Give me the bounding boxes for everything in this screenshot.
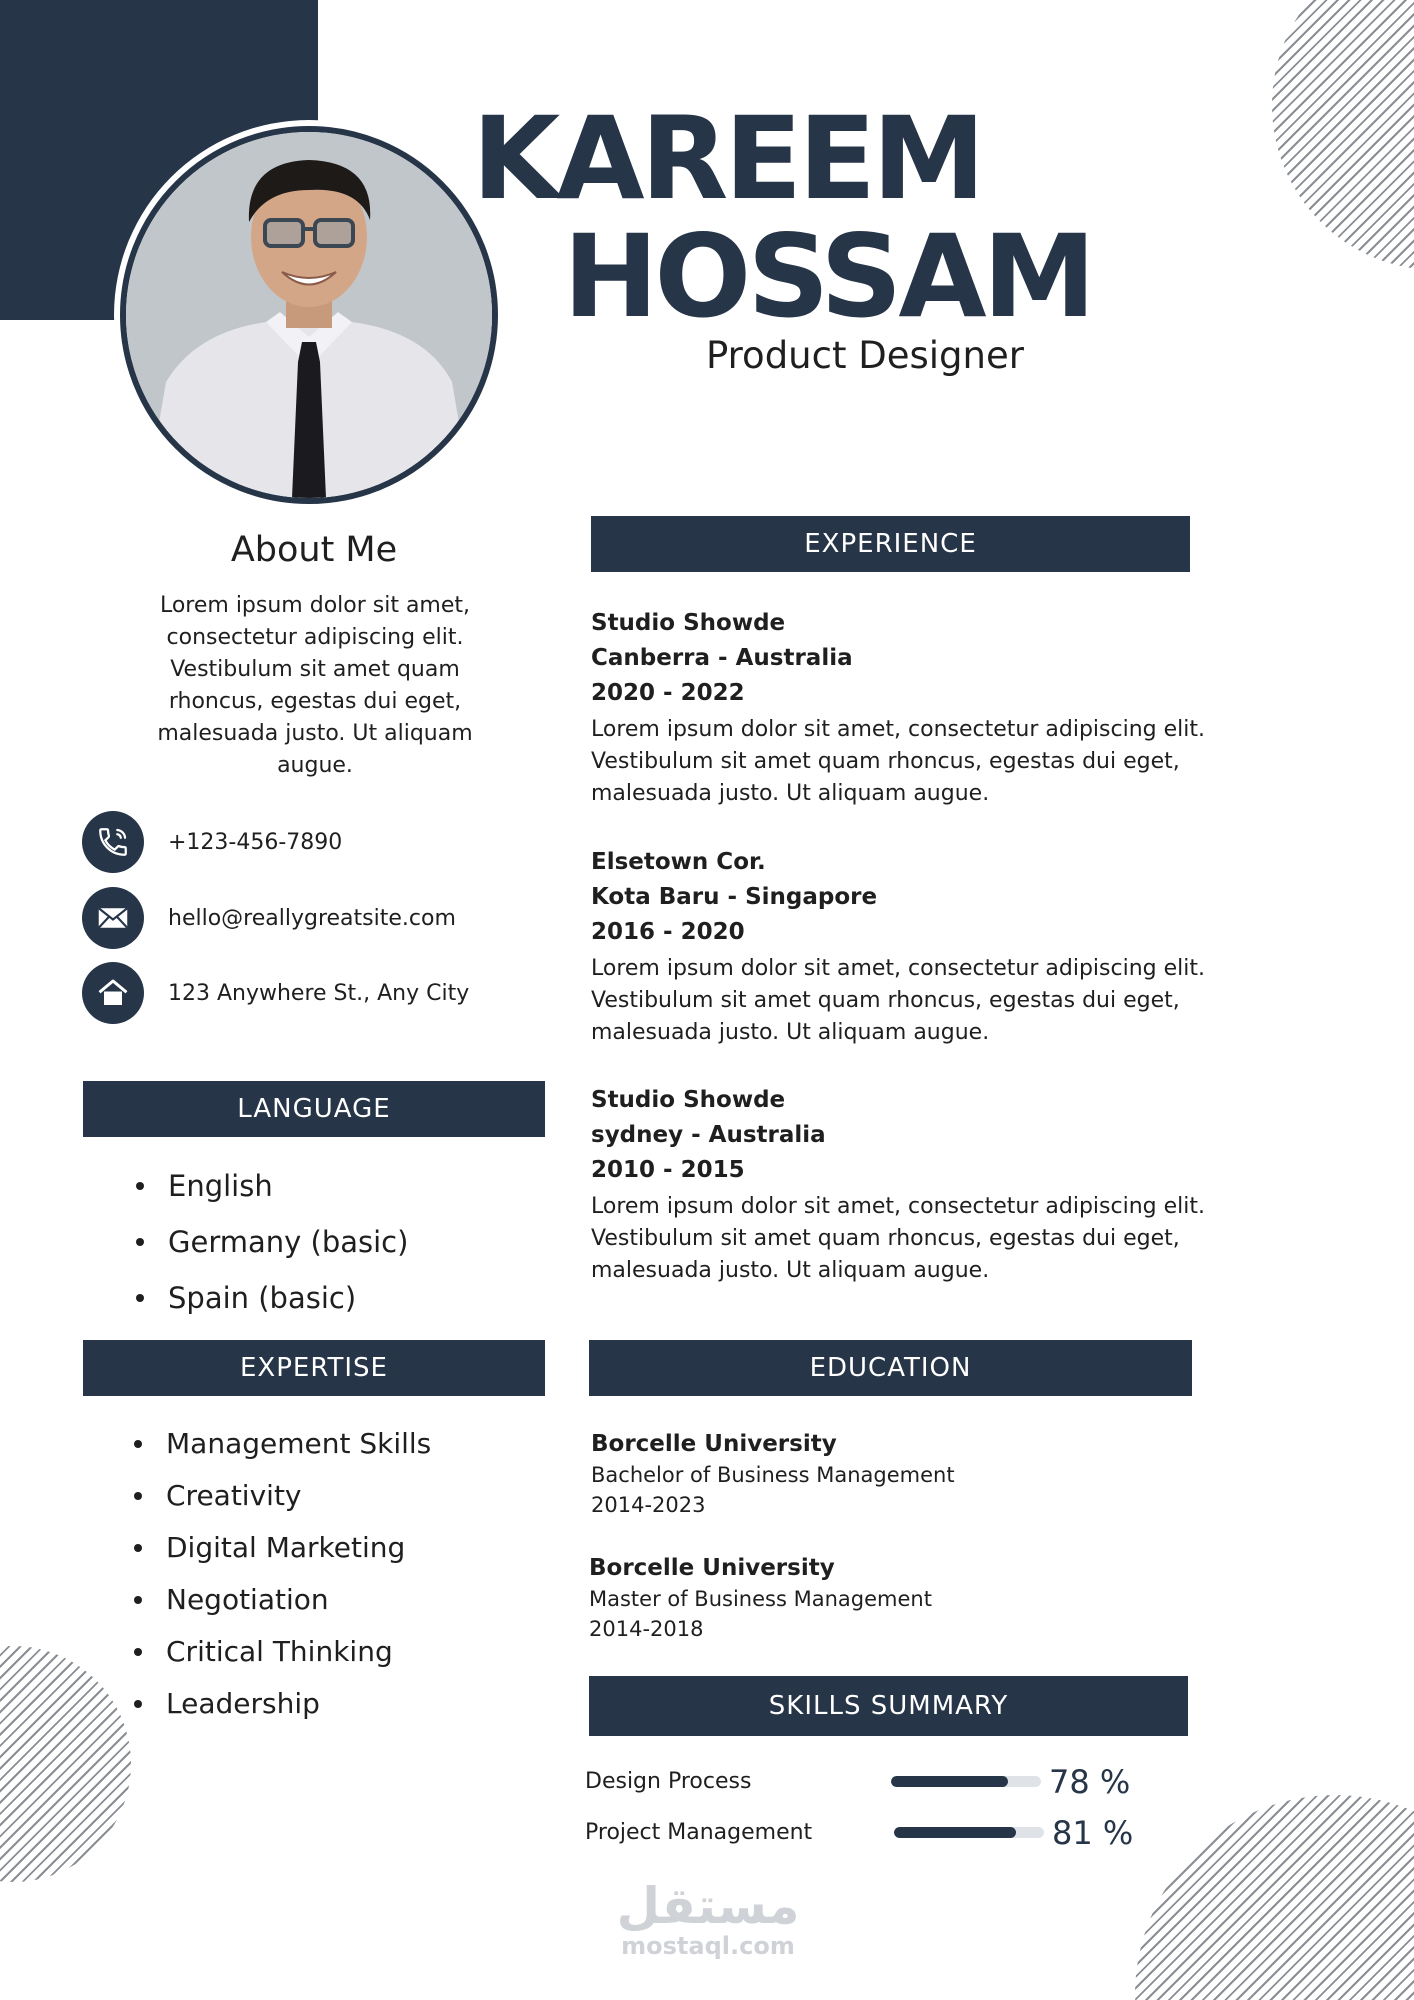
job-title: Product Designer: [706, 334, 1024, 377]
list-item: English: [136, 1164, 408, 1220]
skill-percent: 81 %: [1052, 1814, 1134, 1852]
job-location: sydney - Australia: [591, 1122, 826, 1148]
experience-entry: [591, 845, 1251, 1049]
education-heading: EDUCATION: [589, 1340, 1192, 1396]
list-item: Leadership: [134, 1683, 431, 1735]
job-location: Kota Baru - Singapore: [591, 884, 878, 910]
experience-entry: [591, 1083, 1251, 1287]
skill-progress-bar: [894, 1827, 1044, 1838]
expertise-list: [134, 1423, 431, 1735]
hatched-circle-bottom-left: [0, 1646, 131, 1882]
email-address: hello@reallygreatsite.com: [168, 905, 456, 931]
portrait-illustration: [126, 132, 492, 498]
watermark: [560, 1877, 856, 1960]
list-item: Germany (basic): [136, 1220, 408, 1276]
education-entry: [589, 1552, 932, 1644]
language-list: [136, 1164, 408, 1332]
contact-phone: [82, 811, 342, 873]
list-item: Digital Marketing: [134, 1527, 431, 1579]
phone-icon: [82, 811, 144, 873]
mail-icon: [82, 887, 144, 949]
list-item: Management Skills: [134, 1423, 431, 1475]
job-description: Lorem ipsum dolor sit amet, consectetur adipiscing elit. Vestibulum sit amet quam rhoncus, egestas dui eget, malesuada justo. Ut aliquam augue.: [591, 717, 1205, 806]
degree-name: Master of Business Management: [589, 1587, 932, 1611]
degree-name: Bachelor of Business Management: [591, 1463, 955, 1487]
about-text: Lorem ipsum dolor sit amet, consectetur adipiscing elit. Vestibulum sit amet quam rhoncus, egestas dui eget, malesuada justo. Ut aliquam augue.: [157, 593, 473, 778]
job-years: 2020 - 2022: [591, 680, 745, 706]
skill-name: Design Process: [585, 1769, 752, 1794]
skill-progress-fill: [894, 1827, 1016, 1838]
company-name: Studio Showde: [591, 610, 786, 636]
contact-email: [82, 887, 456, 949]
hatched-circle-top-right: [1272, 0, 1414, 270]
job-description: Lorem ipsum dolor sit amet, consectetur adipiscing elit. Vestibulum sit amet quam rhoncus, egestas dui eget, malesuada justo. Ut aliquam augue.: [591, 1194, 1205, 1283]
contact-address: [82, 962, 469, 1024]
school-name: Borcelle University: [591, 1431, 837, 1457]
skills-summary-heading: SKILLS SUMMARY: [589, 1676, 1188, 1736]
list-item: Negotiation: [134, 1579, 431, 1631]
job-location: Canberra - Australia: [591, 645, 853, 671]
skill-progress-bar: [891, 1776, 1041, 1787]
experience-entry: [591, 606, 1251, 810]
skill-name: Project Management: [585, 1820, 813, 1845]
job-years: 2010 - 2015: [591, 1157, 745, 1183]
list-item: Spain (basic): [136, 1276, 408, 1332]
job-description: Lorem ipsum dolor sit amet, consectetur adipiscing elit. Vestibulum sit amet quam rhoncus, egestas dui eget, malesuada justo. Ut aliquam augue.: [591, 956, 1205, 1045]
company-name: Studio Showde: [591, 1087, 786, 1113]
school-name: Borcelle University: [589, 1555, 835, 1581]
expertise-heading: EXPERTISE: [83, 1340, 545, 1396]
list-item: Critical Thinking: [134, 1631, 431, 1683]
first-name: KAREEM: [472, 92, 982, 225]
street-address: 123 Anywhere St., Any City: [168, 980, 470, 1006]
experience-heading: EXPERIENCE: [591, 516, 1190, 572]
company-name: Elsetown Cor.: [591, 849, 766, 875]
about-heading: About Me: [230, 530, 398, 570]
skill-percent: 78 %: [1049, 1763, 1131, 1801]
watermark-latin: mostaql.com: [621, 1932, 795, 1960]
education-years: 2014-2018: [589, 1617, 704, 1641]
last-name: HOSSAM: [563, 210, 1093, 343]
phone-number: +123-456-7890: [168, 829, 343, 855]
watermark-arabic: مستقل: [616, 1877, 800, 1935]
job-years: 2016 - 2020: [591, 919, 745, 945]
education-years: 2014-2023: [591, 1493, 706, 1517]
list-item: Creativity: [134, 1475, 431, 1527]
hatched-circle-bottom-right: [1135, 1795, 1414, 2000]
skill-progress-fill: [891, 1776, 1008, 1787]
profile-photo: [114, 120, 504, 510]
education-entry: [591, 1428, 955, 1520]
home-icon: [82, 962, 144, 1024]
language-heading: LANGUAGE: [83, 1081, 545, 1137]
